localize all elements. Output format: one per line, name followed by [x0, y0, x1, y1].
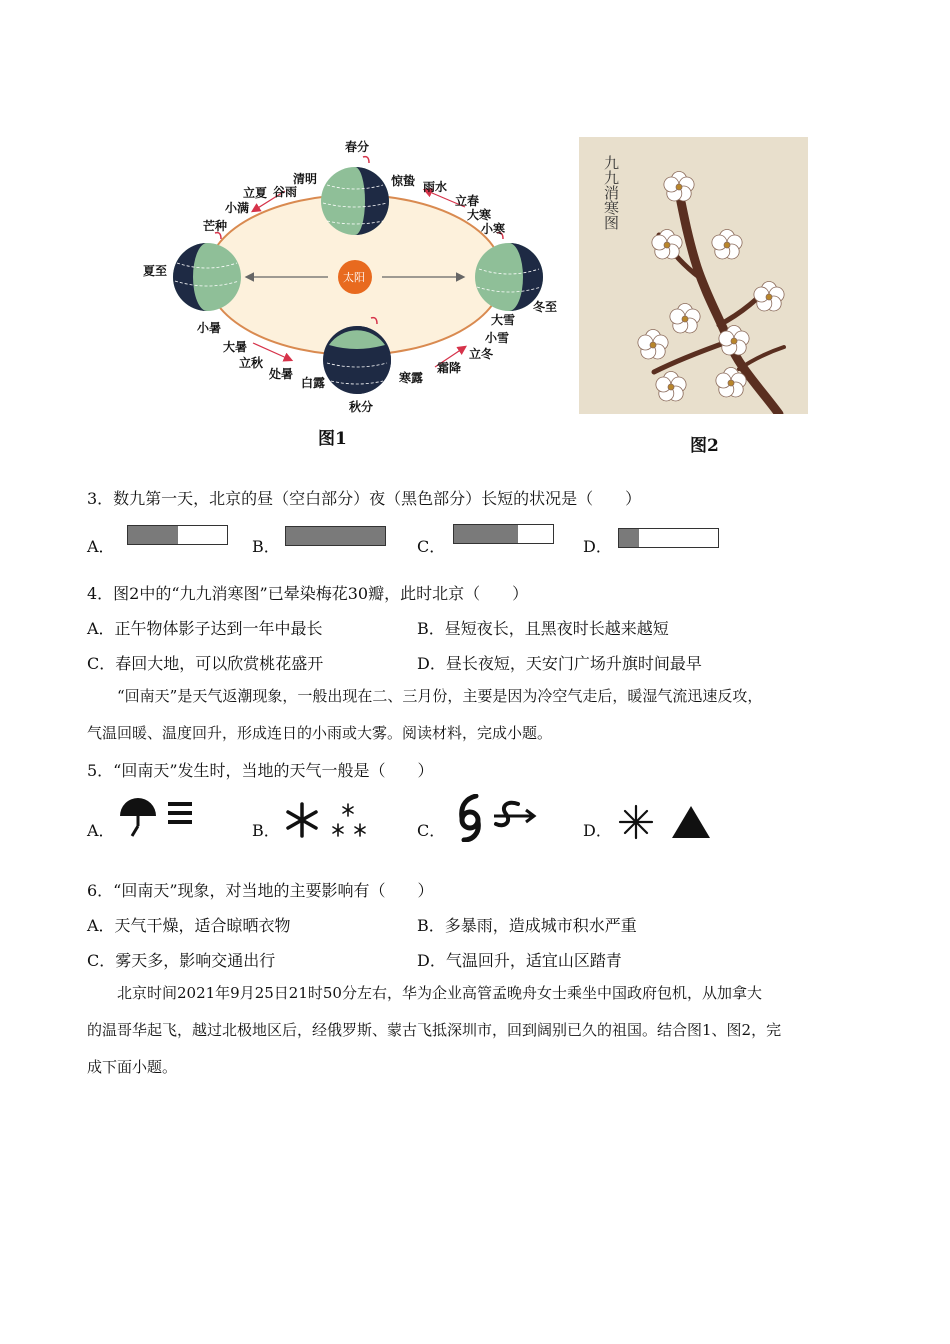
term-dahan: 大寒 — [467, 208, 492, 222]
q4-option-a[interactable]: A．正午物体影子达到一年中最长 — [87, 619, 323, 638]
q3-option-c-label: C． — [417, 537, 446, 556]
term-xiazhi: 夏至 — [143, 264, 168, 278]
q3-option-b-label: B． — [252, 537, 280, 556]
term-chushu: 处暑 — [269, 367, 294, 381]
passage1-line1: “回南天”是天气返潮现象，一般出现在二、三月份，主要是因为冷空气走后，暖湿气流迅速反攻， — [117, 687, 763, 705]
term-shuangjiang: 霜降 — [437, 361, 462, 375]
q5-option-c-label[interactable]: C． — [417, 821, 446, 840]
q4-option-d[interactable]: D．昼长夜短，天安门广场升旗时间最早 — [417, 654, 702, 673]
typhoon-sandstorm-weather-icon[interactable] — [450, 794, 540, 842]
q6-option-b[interactable]: B．多暴雨，造成城市积水严重 — [417, 916, 637, 935]
q3-option-a-label: A． — [87, 537, 115, 556]
q5-option-b-label[interactable]: B． — [252, 821, 280, 840]
q6-stem: 6．“回南天”现象，对当地的主要影响有（ ） — [87, 881, 434, 900]
q3-option-d-label: D． — [583, 537, 612, 556]
term-chunfen: 春分 — [345, 140, 370, 154]
passage2-line2: 的温哥华起飞，越过北极地区后，经俄罗斯、蒙古飞抵深圳市，回到阔别已久的祖国。结合图1、图2，完 — [87, 1021, 782, 1039]
term-yushui: 雨水 — [423, 180, 448, 194]
q5-option-a-label[interactable]: A． — [87, 821, 115, 840]
passage2-line1: 北京时间2021年9月25日21时50分左右，华为企业高管孟晚舟女士乘坐中国政府包机，从加拿大 — [117, 984, 762, 1002]
passage1-line2: 气温回暖、温度回升，形成连日的小雨或大雾。阅读材料，完成小题。 — [87, 724, 553, 742]
figure1-caption: 图1 — [318, 429, 347, 449]
thunderstorm-fog-weather-icon[interactable] — [118, 796, 198, 840]
q5-option-d-label[interactable]: D． — [583, 821, 612, 840]
term-xiaoxue: 小雪 — [485, 331, 510, 345]
q6-option-d[interactable]: D．气温回升，适宜山区踏青 — [417, 951, 622, 970]
q6-option-c[interactable]: C．雾天多，影响交通出行 — [87, 951, 276, 970]
term-liqiu: 立秋 — [239, 356, 264, 370]
term-lidong: 立冬 — [469, 347, 494, 361]
term-lixia: 立夏 — [243, 186, 268, 200]
q3-option-a-bar[interactable] — [127, 525, 228, 545]
term-xiaoman: 小满 — [225, 201, 250, 215]
passage2-line3: 成下面小题。 — [87, 1058, 178, 1076]
q3-option-d-bar[interactable] — [618, 528, 719, 548]
term-qiufen: 秋分 — [349, 400, 374, 414]
q3-stem: 3．数九第一天，北京的昼（空白部分）夜（黑色部分）长短的状况是（ ） — [87, 489, 642, 508]
term-guyu: 谷雨 — [273, 185, 298, 199]
term-xiaohan: 小寒 — [481, 222, 506, 236]
q3-option-c-bar[interactable] — [453, 524, 554, 544]
term-bailu: 白露 — [301, 376, 326, 390]
term-xiaoshu: 小暑 — [197, 321, 222, 335]
sun-label: 太阳 — [343, 271, 365, 284]
snow-weather-icon[interactable] — [282, 800, 372, 842]
frost-hail-weather-icon[interactable] — [618, 802, 714, 842]
figure2-caption: 图2 — [690, 436, 719, 456]
q3-option-b-bar[interactable] — [285, 526, 386, 546]
q4-option-b[interactable]: B．昼短夜长，且黑夜时长越来越短 — [417, 619, 669, 638]
globe-spring-equinox — [321, 157, 389, 235]
q4-option-c[interactable]: C．春回大地，可以欣赏桃花盛开 — [87, 654, 324, 673]
term-dashu: 大暑 — [223, 340, 248, 354]
term-daxue: 大雪 — [491, 313, 516, 327]
term-lichun: 立春 — [455, 194, 480, 208]
figure2-vertical-title: 九九消寒图 — [602, 155, 620, 230]
term-jingzhe: 惊蛰 — [391, 174, 416, 188]
term-qingming: 清明 — [293, 172, 318, 186]
term-mangzhong: 芒种 — [203, 219, 228, 233]
q6-option-a[interactable]: A．天气干燥，适合晾晒衣物 — [87, 916, 291, 935]
term-hanlu: 寒露 — [399, 371, 424, 385]
q5-stem: 5．“回南天”发生时，当地的天气一般是（ ） — [87, 761, 434, 780]
q4-stem: 4．图2中的“九九消寒图”已晕染梅花30瓣，此时北京（ ） — [87, 584, 529, 603]
term-dongzhi: 冬至 — [533, 300, 558, 314]
figure1-earth-orbit-diagram — [135, 135, 570, 450]
